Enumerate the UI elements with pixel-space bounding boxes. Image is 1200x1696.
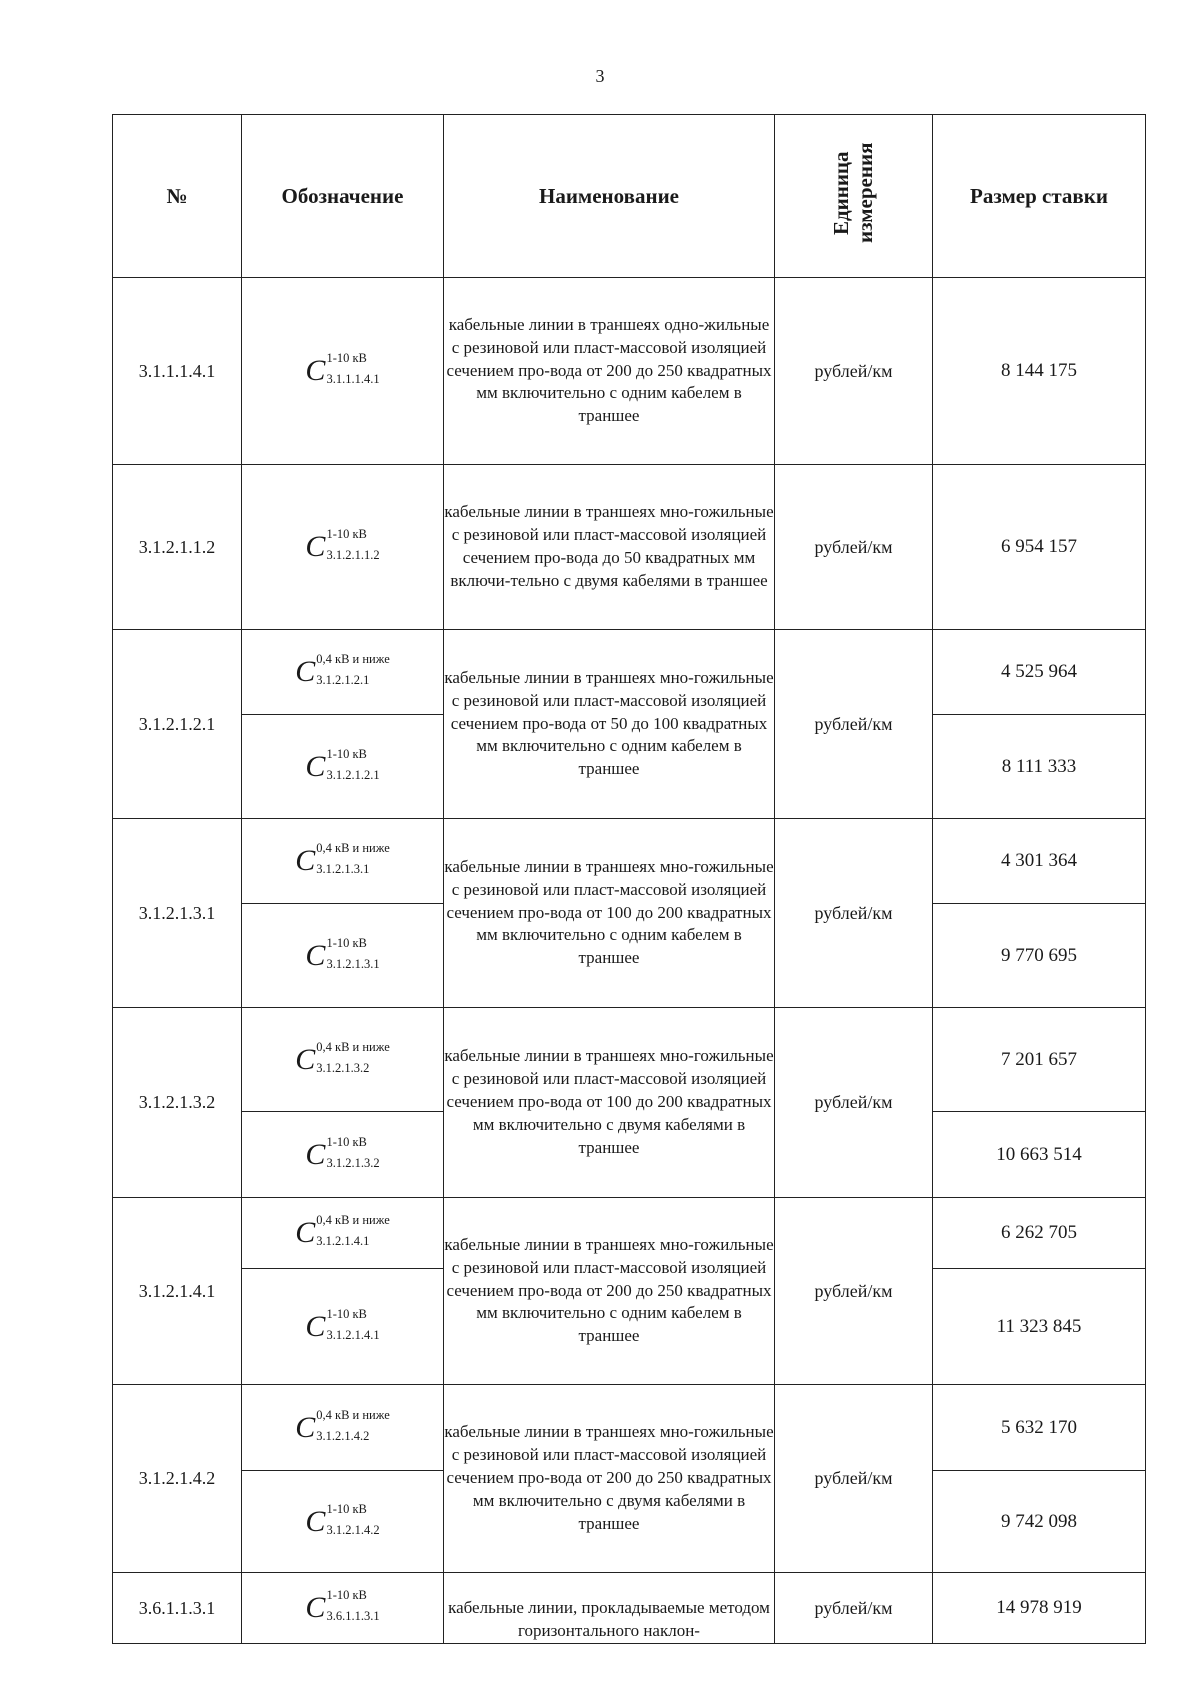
rate-symbol-letter: C xyxy=(295,655,316,688)
table-row xyxy=(113,1385,1146,1471)
header-num: № xyxy=(113,115,242,278)
rate-symbol-letter: C xyxy=(305,1591,326,1624)
row-number: 3.1.2.1.3.2 xyxy=(113,1008,242,1198)
table-row xyxy=(113,278,1146,465)
designation-cell xyxy=(242,1573,444,1644)
voltage-superscript: 0,4 кВ и ниже xyxy=(316,652,390,667)
rate-symbol-letter: C xyxy=(305,530,326,563)
designation-cell xyxy=(242,904,444,1008)
table-row xyxy=(113,630,1146,715)
voltage-superscript: 1-10 кВ xyxy=(326,935,367,950)
description-cell: кабельные линии в траншеях мно-гожильные с резиновой или пласт-массовой изоляцией сечением про-вода от 100 до 200 квадратных мм включительно с одним кабелем в траншее xyxy=(444,819,775,1008)
rate-symbol-letter: C xyxy=(305,749,326,783)
rate-symbol xyxy=(295,1213,390,1249)
rate-symbol xyxy=(295,1039,390,1076)
code-subscript: 3.1.2.1.3.2 xyxy=(316,1060,370,1075)
voltage-superscript: 1-10 кВ xyxy=(326,351,367,366)
row-number: 3.1.2.1.2.1 xyxy=(113,630,242,819)
designation-cell xyxy=(242,715,444,819)
description-cell: кабельные линии в траншеях мно-гожильные с резиновой или пласт-массовой изоляцией сечением про-вода от 200 до 250 квадратных мм включительно с двумя кабелями в траншее xyxy=(444,1385,775,1573)
rate-cell: 8 144 175 xyxy=(933,278,1146,465)
designation-cell xyxy=(242,1112,444,1198)
code-subscript: 3.1.2.1.4.2 xyxy=(326,1522,380,1537)
rate-symbol xyxy=(295,1407,390,1444)
voltage-superscript: 1-10 кВ xyxy=(326,1306,367,1321)
rate-cell: 9 742 098 xyxy=(933,1471,1146,1573)
table-row xyxy=(113,1198,1146,1269)
header-row xyxy=(113,115,1146,278)
code-subscript: 3.1.2.1.4.1 xyxy=(316,1234,370,1248)
unit-cell: рублей/км xyxy=(775,819,933,1008)
rate-symbol-letter: C xyxy=(305,1137,326,1171)
page-number: 3 xyxy=(595,66,605,86)
table-row xyxy=(113,1573,1146,1644)
rate-symbol xyxy=(295,652,390,688)
voltage-superscript: 0,4 кВ и ниже xyxy=(316,841,390,856)
header-designation: Обозначение xyxy=(242,115,444,278)
rate-symbol-letter: C xyxy=(295,1216,316,1249)
code-subscript: 3.1.2.1.2.1 xyxy=(326,767,380,782)
header-name: Наименование xyxy=(444,115,775,278)
unit-cell: рублей/км xyxy=(775,278,933,465)
designation-cell xyxy=(242,1385,444,1471)
designation-cell xyxy=(242,819,444,904)
row-number: 3.1.2.1.1.2 xyxy=(113,465,242,630)
table-row xyxy=(113,819,1146,904)
rate-cell: 6 262 705 xyxy=(933,1198,1146,1269)
unit-cell: рублей/км xyxy=(775,1198,933,1385)
rate-cell: 10 663 514 xyxy=(933,1112,1146,1198)
row-number: 3.1.2.1.4.2 xyxy=(113,1385,242,1573)
code-subscript: 3.1.2.1.3.1 xyxy=(316,862,370,876)
designation-cell xyxy=(242,1198,444,1269)
voltage-superscript: 1-10 кВ xyxy=(326,1501,367,1516)
designation-cell xyxy=(242,1269,444,1385)
description-cell: кабельные линии в траншеях мно-гожильные с резиновой или пласт-массовой изоляцией сечением про-вода от 50 до 100 квадратных мм включительно с одним кабелем в траншее xyxy=(444,630,775,819)
rate-cell: 14 978 919 xyxy=(933,1573,1146,1644)
rate-symbol xyxy=(305,527,380,563)
designation-cell xyxy=(242,1471,444,1573)
code-subscript: 3.1.2.1.2.1 xyxy=(316,673,370,687)
designation-cell xyxy=(242,278,444,465)
voltage-superscript: 1-10 кВ xyxy=(326,1588,367,1603)
rate-symbol xyxy=(305,1306,380,1343)
code-subscript: 3.6.1.1.3.1 xyxy=(326,1609,380,1623)
voltage-superscript: 1-10 кВ xyxy=(326,1134,367,1149)
designation-cell xyxy=(242,465,444,630)
code-subscript: 3.1.1.1.4.1 xyxy=(326,372,380,386)
unit-cell: рублей/км xyxy=(775,465,933,630)
rate-symbol xyxy=(295,841,390,877)
row-number: 3.1.2.1.3.1 xyxy=(113,819,242,1008)
rate-symbol-letter: C xyxy=(305,354,326,387)
unit-cell: рублей/км xyxy=(775,1385,933,1573)
rate-symbol-letter: C xyxy=(295,844,316,877)
voltage-superscript: 0,4 кВ и ниже xyxy=(316,1213,390,1228)
rate-symbol-letter: C xyxy=(305,1309,326,1343)
unit-cell: рублей/км xyxy=(775,630,933,819)
description-cell xyxy=(444,1573,775,1644)
code-subscript: 3.1.2.1.3.1 xyxy=(326,956,380,971)
rate-cell: 6 954 157 xyxy=(933,465,1146,630)
designation-cell xyxy=(242,1008,444,1112)
row-number: 3.1.2.1.4.1 xyxy=(113,1198,242,1385)
rate-symbol xyxy=(305,935,380,972)
rate-symbol-letter: C xyxy=(295,1410,316,1444)
rate-cell: 7 201 657 xyxy=(933,1008,1146,1112)
designation-cell xyxy=(242,630,444,715)
description-cell: кабельные линии в траншеях мно-гожильные с резиновой или пласт-массовой изоляцией сечением про-вода до 50 квадратных мм включи-тельно с двумя кабелями в траншее xyxy=(444,465,775,630)
description-cell: кабельные линии в траншеях одно-жильные с резиновой или пласт-массовой изоляцией сечением про-вода от 200 до 250 квадратных мм включительно с одним кабелем в траншее xyxy=(444,278,775,465)
row-number: 3.1.1.1.4.1 xyxy=(113,278,242,465)
rate-symbol xyxy=(305,746,380,783)
table-row xyxy=(113,1008,1146,1112)
rate-cell: 4 525 964 xyxy=(933,630,1146,715)
rate-symbol-letter: C xyxy=(305,938,326,972)
unit-cell: рублей/км xyxy=(775,1008,933,1198)
voltage-superscript: 0,4 кВ и ниже xyxy=(316,1039,390,1054)
description-cell: кабельные линии в траншеях мно-гожильные с резиновой или пласт-массовой изоляцией сечением про-вода от 100 до 200 квадратных мм включительно с двумя кабелями в траншее xyxy=(444,1008,775,1198)
description-cell: кабельные линии в траншеях мно-гожильные с резиновой или пласт-массовой изоляцией сечением про-вода от 200 до 250 квадратных мм включительно с одним кабелем в траншее xyxy=(444,1198,775,1385)
rate-symbol-letter: C xyxy=(295,1042,316,1076)
rate-symbol xyxy=(305,1501,380,1538)
rate-symbol xyxy=(305,351,380,387)
header-unit xyxy=(775,115,933,278)
rate-symbol xyxy=(305,1588,380,1624)
description-text: кабельные линии, прокладываемые методом горизонтального наклон- xyxy=(448,1598,770,1640)
rate-cell: 8 111 333 xyxy=(933,715,1146,819)
code-subscript: 3.1.2.1.1.2 xyxy=(326,548,380,562)
unit-cell: рублей/км xyxy=(775,1573,933,1644)
rates-table xyxy=(112,114,1146,1644)
rate-cell: 4 301 364 xyxy=(933,819,1146,904)
rate-cell: 11 323 845 xyxy=(933,1269,1146,1385)
rate-cell: 9 770 695 xyxy=(933,904,1146,1008)
voltage-superscript: 0,4 кВ и ниже xyxy=(316,1407,390,1422)
header-rate: Размер ставки xyxy=(933,115,1146,278)
rate-symbol xyxy=(305,1134,380,1171)
code-subscript: 3.1.2.1.3.2 xyxy=(326,1155,380,1170)
code-subscript: 3.1.2.1.4.1 xyxy=(326,1327,380,1342)
header-unit-label: Единица измерения xyxy=(829,142,878,244)
rate-cell: 5 632 170 xyxy=(933,1385,1146,1471)
rate-symbol-letter: C xyxy=(305,1504,326,1538)
table-row xyxy=(113,465,1146,630)
row-number: 3.6.1.1.3.1 xyxy=(113,1573,242,1644)
voltage-superscript: 1-10 кВ xyxy=(326,527,367,542)
code-subscript: 3.1.2.1.4.2 xyxy=(316,1428,370,1443)
voltage-superscript: 1-10 кВ xyxy=(326,746,367,761)
